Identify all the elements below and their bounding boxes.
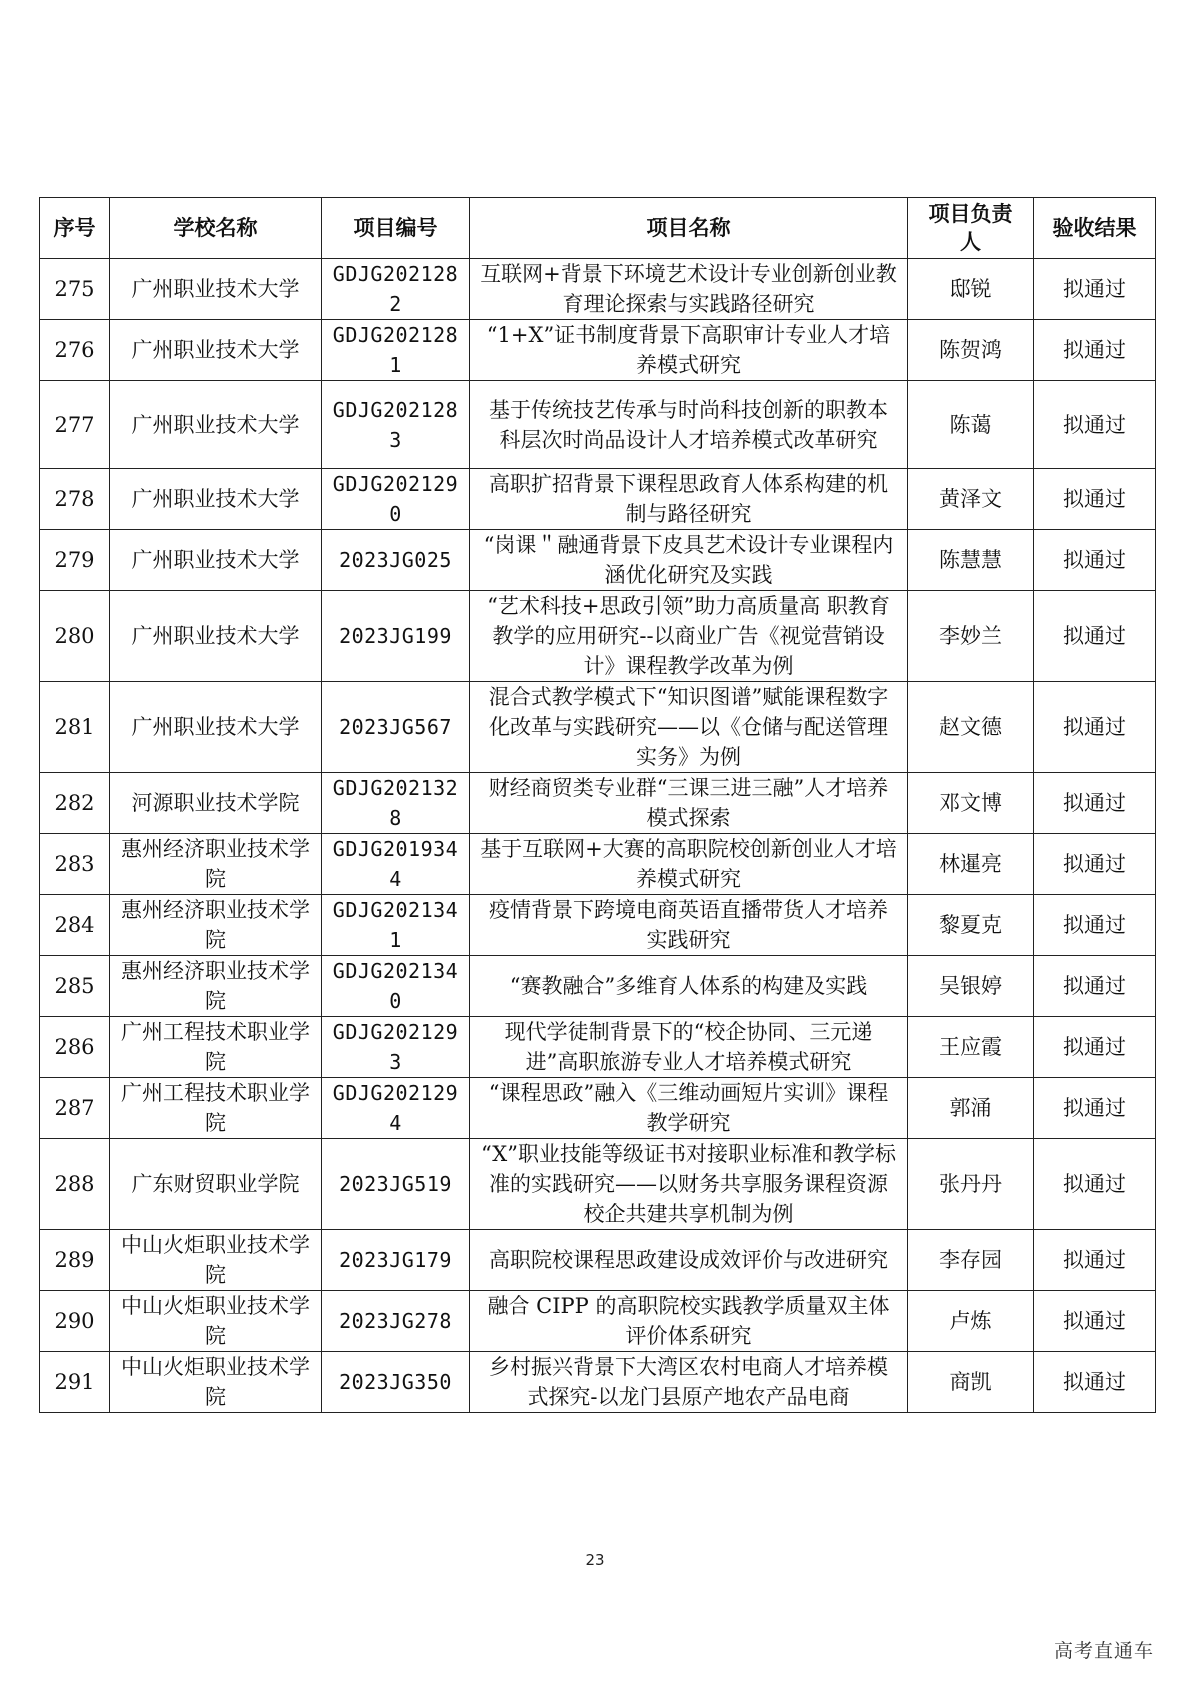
cell-no: 282 bbox=[40, 773, 110, 834]
cell-code: GDJG2021281 bbox=[322, 320, 470, 381]
cell-lead: 李妙兰 bbox=[908, 591, 1034, 682]
cell-school: 广州职业技术大学 bbox=[110, 591, 322, 682]
table-row bbox=[40, 834, 1156, 895]
header-result: 验收结果 bbox=[1034, 198, 1156, 259]
table-header-row bbox=[40, 198, 1156, 259]
cell-result: 拟通过 bbox=[1034, 469, 1156, 530]
cell-project-name: “1+X”证书制度背景下高职审计专业人才培养模式研究 bbox=[470, 320, 908, 381]
cell-result: 拟通过 bbox=[1034, 530, 1156, 591]
cell-lead: 黎夏克 bbox=[908, 895, 1034, 956]
cell-code: GDJG2021294 bbox=[322, 1078, 470, 1139]
cell-school: 广州职业技术大学 bbox=[110, 320, 322, 381]
table-row bbox=[40, 259, 1156, 320]
cell-school: 广州工程技术职业学院 bbox=[110, 1078, 322, 1139]
cell-school: 广东财贸职业学院 bbox=[110, 1139, 322, 1230]
cell-lead: 商凯 bbox=[908, 1352, 1034, 1413]
results-table-container bbox=[39, 197, 1155, 1413]
cell-lead: 邓文博 bbox=[908, 773, 1034, 834]
project-acceptance-table bbox=[39, 197, 1156, 1413]
cell-lead: 郭涌 bbox=[908, 1078, 1034, 1139]
table-row bbox=[40, 381, 1156, 469]
table-row bbox=[40, 320, 1156, 381]
cell-project-name: 现代学徒制背景下的“校企协同、三元递进”高职旅游专业人才培养模式研究 bbox=[470, 1017, 908, 1078]
cell-school: 惠州经济职业技术学院 bbox=[110, 834, 322, 895]
cell-project-name: 财经商贸类专业群“三课三进三融”人才培养模式探索 bbox=[470, 773, 908, 834]
cell-no: 284 bbox=[40, 895, 110, 956]
cell-result: 拟通过 bbox=[1034, 773, 1156, 834]
cell-result: 拟通过 bbox=[1034, 682, 1156, 773]
cell-result: 拟通过 bbox=[1034, 956, 1156, 1017]
cell-no: 286 bbox=[40, 1017, 110, 1078]
cell-no: 280 bbox=[40, 591, 110, 682]
cell-no: 276 bbox=[40, 320, 110, 381]
cell-project-name: 高职扩招背景下课程思政育人体系构建的机制与路径研究 bbox=[470, 469, 908, 530]
table-row bbox=[40, 682, 1156, 773]
cell-no: 285 bbox=[40, 956, 110, 1017]
cell-no: 287 bbox=[40, 1078, 110, 1139]
cell-project-name: “岗课＂融通背景下皮具艺术设计专业课程内涵优化研究及实践 bbox=[470, 530, 908, 591]
table-row bbox=[40, 895, 1156, 956]
cell-school: 中山火炬职业技术学院 bbox=[110, 1291, 322, 1352]
header-project-name: 项目名称 bbox=[470, 198, 908, 259]
cell-result: 拟通过 bbox=[1034, 895, 1156, 956]
cell-lead: 邸锐 bbox=[908, 259, 1034, 320]
header-no: 序号 bbox=[40, 198, 110, 259]
cell-result: 拟通过 bbox=[1034, 1230, 1156, 1291]
cell-result: 拟通过 bbox=[1034, 1017, 1156, 1078]
cell-code: 2023JG199 bbox=[322, 591, 470, 682]
table-row bbox=[40, 1017, 1156, 1078]
cell-result: 拟通过 bbox=[1034, 1078, 1156, 1139]
header-code: 项目编号 bbox=[322, 198, 470, 259]
cell-code: GDJG2019344 bbox=[322, 834, 470, 895]
cell-school: 惠州经济职业技术学院 bbox=[110, 956, 322, 1017]
table-row bbox=[40, 1139, 1156, 1230]
cell-code: 2023JG350 bbox=[322, 1352, 470, 1413]
cell-no: 275 bbox=[40, 259, 110, 320]
cell-no: 291 bbox=[40, 1352, 110, 1413]
table-row bbox=[40, 1078, 1156, 1139]
cell-no: 288 bbox=[40, 1139, 110, 1230]
cell-no: 279 bbox=[40, 530, 110, 591]
cell-project-name: “X”职业技能等级证书对接职业标准和教学标准的实践研究——以财务共享服务课程资源校企共建共享机制为例 bbox=[470, 1139, 908, 1230]
watermark-text: 高考直通车 bbox=[1053, 1640, 1154, 1662]
cell-project-name: “艺术科技+思政引领”助力高质量高 职教育教学的应用研究--以商业广告《视觉营销设计》课程教学改革为例 bbox=[470, 591, 908, 682]
cell-no: 278 bbox=[40, 469, 110, 530]
cell-result: 拟通过 bbox=[1034, 591, 1156, 682]
table-row bbox=[40, 591, 1156, 682]
cell-code: GDJG2021282 bbox=[322, 259, 470, 320]
cell-result: 拟通过 bbox=[1034, 1352, 1156, 1413]
cell-school: 广州职业技术大学 bbox=[110, 682, 322, 773]
cell-lead: 卢炼 bbox=[908, 1291, 1034, 1352]
header-school: 学校名称 bbox=[110, 198, 322, 259]
cell-result: 拟通过 bbox=[1034, 381, 1156, 469]
cell-project-name: 基于传统技艺传承与时尚科技创新的职教本科层次时尚品设计人才培养模式改革研究 bbox=[470, 381, 908, 469]
cell-code: GDJG2021328 bbox=[322, 773, 470, 834]
page-number: 23 bbox=[585, 1551, 605, 1569]
cell-lead: 赵文德 bbox=[908, 682, 1034, 773]
cell-no: 281 bbox=[40, 682, 110, 773]
cell-lead: 陈慧慧 bbox=[908, 530, 1034, 591]
cell-school: 广州职业技术大学 bbox=[110, 381, 322, 469]
cell-result: 拟通过 bbox=[1034, 834, 1156, 895]
table-row bbox=[40, 1352, 1156, 1413]
cell-code: GDJG2021293 bbox=[322, 1017, 470, 1078]
cell-school: 中山火炬职业技术学院 bbox=[110, 1352, 322, 1413]
cell-project-name: 乡村振兴背景下大湾区农村电商人才培养模式探究-以龙门县原产地农产品电商 bbox=[470, 1352, 908, 1413]
cell-code: GDJG2021283 bbox=[322, 381, 470, 469]
cell-school: 河源职业技术学院 bbox=[110, 773, 322, 834]
cell-result: 拟通过 bbox=[1034, 259, 1156, 320]
cell-code: GDJG2021290 bbox=[322, 469, 470, 530]
cell-lead: 林暹亮 bbox=[908, 834, 1034, 895]
cell-school: 惠州经济职业技术学院 bbox=[110, 895, 322, 956]
cell-no: 290 bbox=[40, 1291, 110, 1352]
table-row bbox=[40, 1291, 1156, 1352]
cell-school: 广州职业技术大学 bbox=[110, 259, 322, 320]
cell-project-name: 疫情背景下跨境电商英语直播带货人才培养实践研究 bbox=[470, 895, 908, 956]
table-row bbox=[40, 530, 1156, 591]
cell-project-name: 混合式教学模式下“知识图谱”赋能课程数字化改革与实践研究——以《仓储与配送管理实务》为例 bbox=[470, 682, 908, 773]
cell-no: 277 bbox=[40, 381, 110, 469]
table-row bbox=[40, 469, 1156, 530]
cell-school: 广州职业技术大学 bbox=[110, 469, 322, 530]
cell-lead: 陈贺鸿 bbox=[908, 320, 1034, 381]
table-row bbox=[40, 1230, 1156, 1291]
cell-code: 2023JG179 bbox=[322, 1230, 470, 1291]
cell-school: 中山火炬职业技术学院 bbox=[110, 1230, 322, 1291]
cell-lead: 吴银婷 bbox=[908, 956, 1034, 1017]
cell-no: 289 bbox=[40, 1230, 110, 1291]
cell-project-name: “赛教融合”多维育人体系的构建及实践 bbox=[470, 956, 908, 1017]
cell-code: 2023JG567 bbox=[322, 682, 470, 773]
cell-code: 2023JG025 bbox=[322, 530, 470, 591]
cell-code: 2023JG519 bbox=[322, 1139, 470, 1230]
cell-result: 拟通过 bbox=[1034, 1139, 1156, 1230]
table-row bbox=[40, 956, 1156, 1017]
cell-code: 2023JG278 bbox=[322, 1291, 470, 1352]
cell-project-name: 互联网+背景下环境艺术设计专业创新创业教育理论探索与实践路径研究 bbox=[470, 259, 908, 320]
header-lead: 项目负责人 bbox=[908, 198, 1034, 259]
cell-lead: 张丹丹 bbox=[908, 1139, 1034, 1230]
cell-lead: 李存园 bbox=[908, 1230, 1034, 1291]
cell-school: 广州职业技术大学 bbox=[110, 530, 322, 591]
table-body bbox=[40, 259, 1156, 1413]
cell-result: 拟通过 bbox=[1034, 320, 1156, 381]
cell-lead: 黄泽文 bbox=[908, 469, 1034, 530]
cell-code: GDJG2021341 bbox=[322, 895, 470, 956]
cell-project-name: 高职院校课程思政建设成效评价与改进研究 bbox=[470, 1230, 908, 1291]
cell-lead: 王应霞 bbox=[908, 1017, 1034, 1078]
cell-project-name: “课程思政”融入《三维动画短片实训》课程教学研究 bbox=[470, 1078, 908, 1139]
cell-result: 拟通过 bbox=[1034, 1291, 1156, 1352]
cell-school: 广州工程技术职业学院 bbox=[110, 1017, 322, 1078]
cell-project-name: 基于互联网+大赛的高职院校创新创业人才培养模式研究 bbox=[470, 834, 908, 895]
cell-code: GDJG2021340 bbox=[322, 956, 470, 1017]
cell-project-name: 融合 CIPP 的高职院校实践教学质量双主体评价体系研究 bbox=[470, 1291, 908, 1352]
table-row bbox=[40, 773, 1156, 834]
cell-no: 283 bbox=[40, 834, 110, 895]
cell-lead: 陈蔼 bbox=[908, 381, 1034, 469]
